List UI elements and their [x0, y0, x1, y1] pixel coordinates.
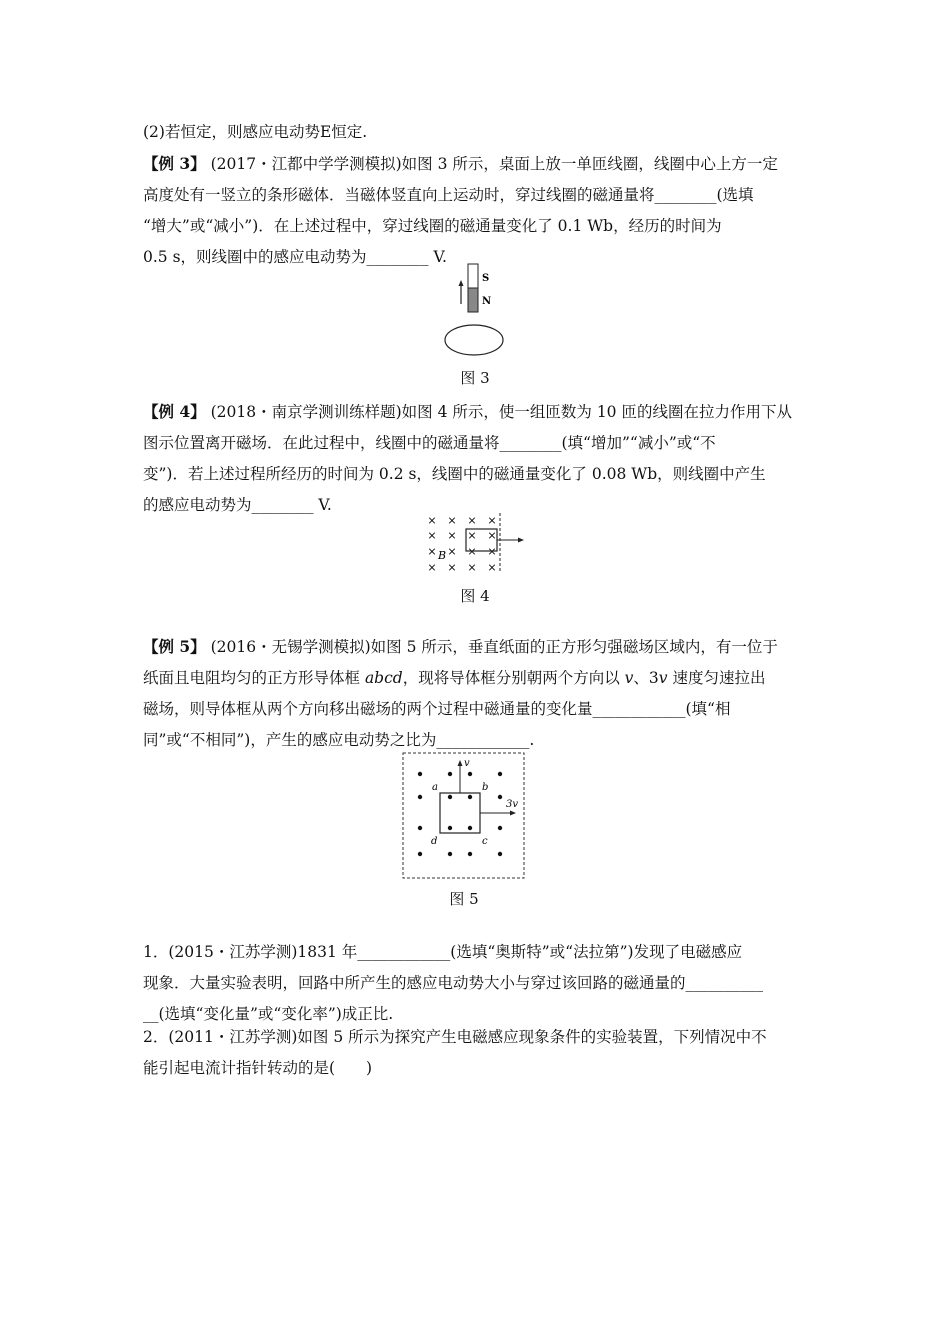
field-cross-icon: × — [427, 529, 437, 542]
field-dot-icon — [448, 772, 452, 776]
field-cross-icon: × — [427, 561, 437, 574]
example-4-source: (2018・南京学测训练样题) — [210, 403, 402, 421]
magnet-n-pole — [468, 288, 478, 312]
v-arrowhead-icon — [458, 760, 463, 766]
intro-paragraph — [143, 117, 811, 148]
example-5 — [143, 631, 811, 756]
field-cross-icon: × — [467, 514, 477, 527]
coil-ellipse — [445, 325, 503, 355]
field-cross-icon: × — [467, 529, 477, 542]
question-1-text-2: 现象．大量实验表明，回路中所产生的感应电动势大小与穿过该回路的磁通量的__________ — [143, 974, 764, 992]
field-cross-icon: × — [447, 545, 457, 558]
example-4-text-4: 的感应电动势为________ V. — [143, 496, 332, 514]
example-4-text-2: 图示位置离开磁场．在此过程中，线圈中的磁通量将________(填“增加”“减小”或“不 — [143, 434, 716, 452]
example-3-text-1: 如图 3 所示，桌面上放一单匝线圈，线圈中心上方一定 — [401, 155, 778, 173]
conductor-frame-abcd — [440, 793, 480, 833]
pull-arrowhead-icon — [518, 538, 524, 543]
field-cross-icon: × — [447, 561, 457, 574]
example-5-v: v — [624, 669, 634, 687]
field-dot-icon — [418, 795, 422, 799]
label-b: b — [482, 782, 489, 793]
field-dot-icon — [498, 795, 502, 799]
field-cross-icon: × — [427, 514, 437, 527]
label-n: N — [482, 296, 492, 307]
figure-4-magnetic-field-coil — [424, 511, 530, 577]
figure-3-caption: 图 3 — [460, 369, 490, 387]
question-2 — [143, 1022, 811, 1084]
field-region-dashed — [403, 753, 524, 878]
example-3-text-2: 高度处有一竖立的条形磁体．当磁体竖直向上运动时，穿过线圈的磁通量将________(选填 — [143, 186, 754, 204]
question-2-text-2: 能引起电流计指针转动的是( ) — [143, 1059, 373, 1077]
example-5-label: 【例 5】 — [143, 637, 206, 656]
3v-arrowhead-icon — [510, 811, 516, 816]
field-dot-icon — [468, 852, 472, 856]
label-3v: 3v — [506, 799, 519, 810]
field-dot-icon — [448, 826, 452, 830]
label-c: c — [482, 836, 488, 847]
field-dot-icon — [468, 826, 472, 830]
field-dot-icon — [468, 795, 472, 799]
example-4-text-3: 变”)．若上述过程所经历的时间为 0.2 s，线圈中的磁通量变化了 0.08 Wb，则线圈中产生 — [143, 465, 766, 483]
field-dot-icon — [418, 826, 422, 830]
label-b: B — [438, 549, 447, 562]
example-5-text-1: 如图 5 所示，垂直纸面的正方形匀强磁场区域内，有一位于 — [370, 638, 778, 656]
example-5-text-4: 同”或“不相同”)，产生的感应电动势之比为____________. — [143, 731, 535, 749]
field-dot-icon — [468, 772, 472, 776]
example-5-text-3: 磁场，则导体框从两个方向移出磁场的两个过程中磁通量的变化量____________(填“相 — [143, 700, 731, 718]
example-5-text-2g: 速度匀速拉出 — [667, 669, 766, 687]
field-cross-icon: × — [487, 545, 497, 558]
example-3-source: (2017・江都中学学测模拟) — [210, 155, 402, 173]
field-dot-icon — [448, 795, 452, 799]
question-1-text-3: __(选填“变化量”或“变化率”)成正比. — [143, 1005, 394, 1023]
example-4-text-1: 如图 4 所示，使一组匝数为 10 匝的线圈在拉力作用下从 — [401, 403, 792, 421]
label-v: v — [464, 758, 470, 769]
field-dot-icon — [418, 772, 422, 776]
example-5-text-2e: 、3 — [633, 669, 659, 687]
figure-4-caption: 图 4 — [460, 587, 490, 605]
field-cross-icon: × — [487, 561, 497, 574]
field-cross-icon: × — [487, 529, 497, 542]
example-5-text-2a: 纸面且电阻均匀的正方形导体框 — [143, 669, 365, 687]
label-a: a — [432, 782, 438, 793]
question-1 — [143, 937, 811, 1030]
example-3 — [143, 148, 811, 273]
field-dot-icon — [498, 852, 502, 856]
field-dot-icon — [448, 852, 452, 856]
example-3-label: 【例 3】 — [143, 154, 206, 173]
magnet-s-pole — [468, 264, 478, 288]
question-2-text-1: 2．(2011・江苏学测)如图 5 所示为探究产生电磁感应现象条件的实验装置，下列情况中不 — [143, 1028, 767, 1046]
example-3-text-3: “增大”或“减小”)．在上述过程中，穿过线圈的磁通量变化了 0.1 Wb，经历的时间为 — [143, 217, 722, 235]
example-5-source: (2016・无锡学测模拟) — [210, 638, 371, 656]
label-s: S — [482, 273, 490, 284]
example-3-text-4: 0.5 s，则线圈中的感应电动势为________ V. — [143, 248, 447, 266]
field-dot-icon — [418, 852, 422, 856]
example-4 — [143, 396, 811, 521]
field-cross-icon: × — [467, 545, 477, 558]
figure-3-magnet-coil — [440, 262, 510, 358]
intro-line: (2)若恒定，则感应电动势E恒定. — [143, 123, 368, 141]
field-dot-icon — [498, 772, 502, 776]
example-4-label: 【例 4】 — [143, 402, 206, 421]
question-1-text-1: 1．(2015・江苏学测)1831 年____________(选填“奥斯特”或“法拉第”)发现了电磁感应 — [143, 943, 743, 961]
field-cross-icon: × — [487, 514, 497, 527]
up-arrowhead-icon — [459, 280, 464, 286]
field-crosses — [427, 514, 496, 574]
example-5-text-2c: ，现将导体框分别朝两个方向以 — [402, 669, 625, 687]
example-5-v2: v — [658, 669, 668, 687]
label-d: d — [431, 836, 438, 847]
field-dot-icon — [498, 826, 502, 830]
example-5-abcd: abcd — [364, 669, 403, 687]
figure-5-square-frame-field — [402, 752, 526, 880]
figure-5-caption: 图 5 — [449, 890, 479, 908]
field-cross-icon: × — [447, 514, 457, 527]
field-cross-icon: × — [427, 545, 437, 558]
field-cross-icon: × — [467, 561, 477, 574]
field-cross-icon: × — [447, 529, 457, 542]
